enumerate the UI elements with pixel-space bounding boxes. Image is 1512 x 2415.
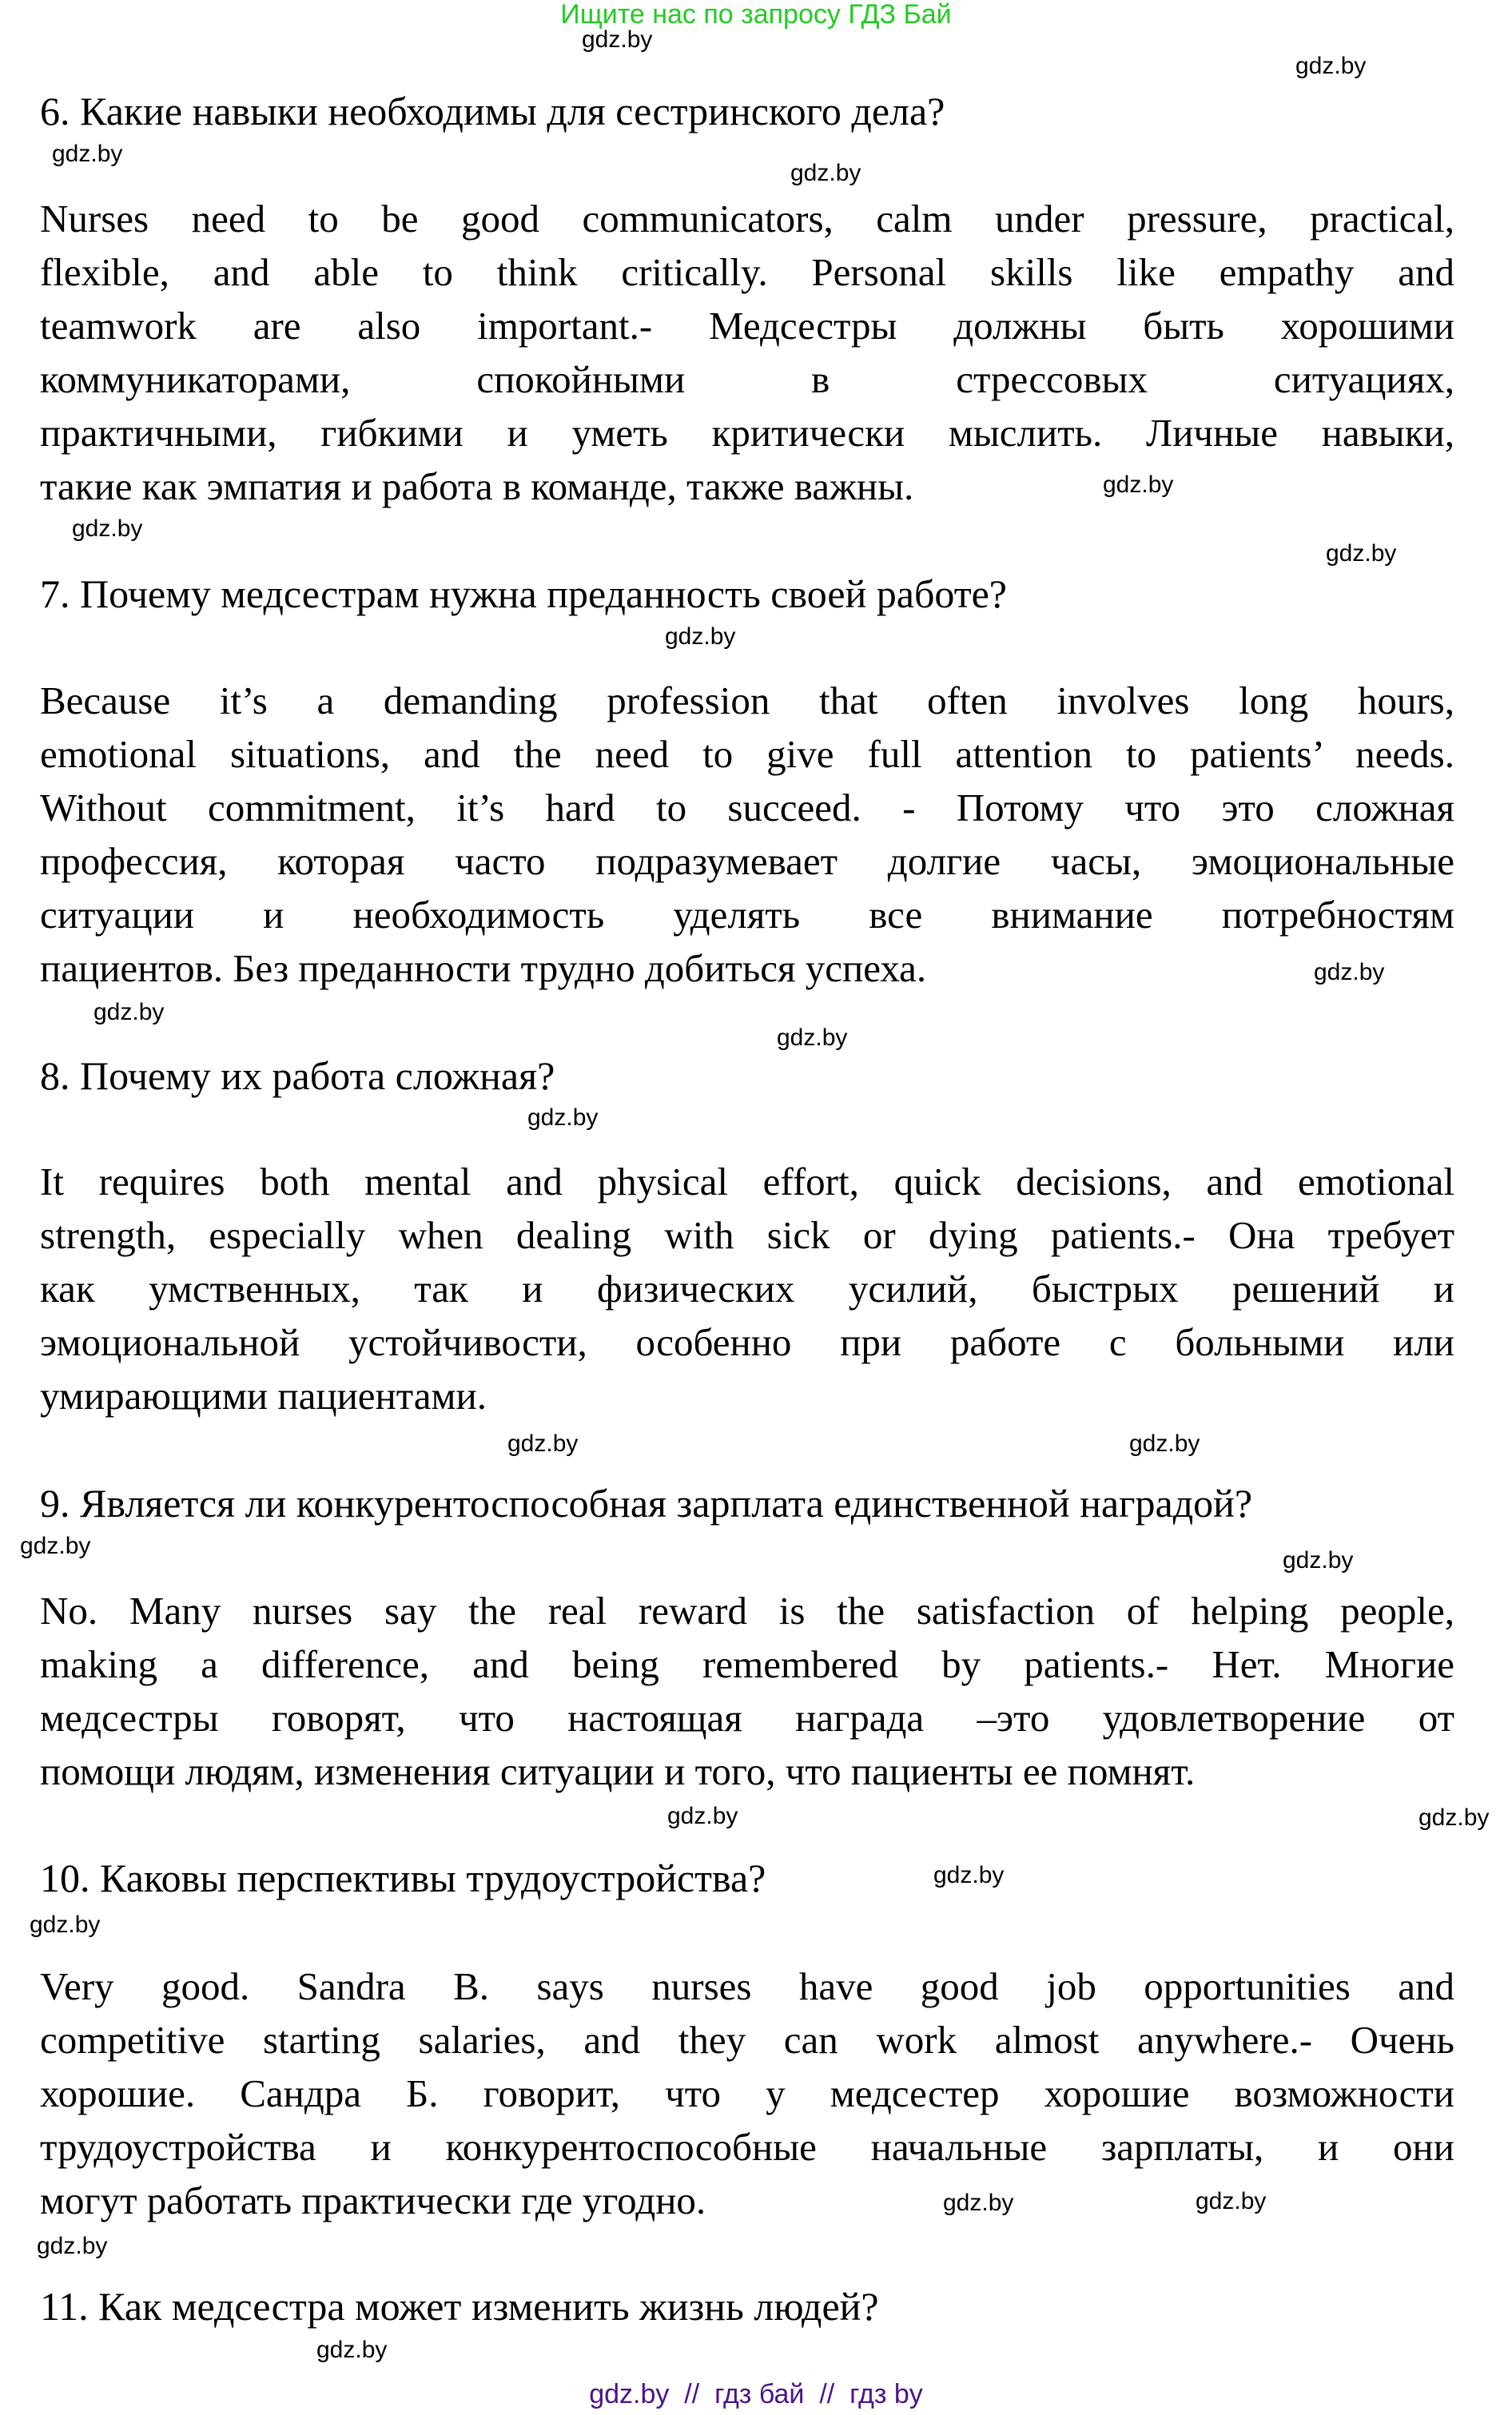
answer-line: медсестры говорят, что настоящая награда –это удовлетворение от: [40, 1696, 1454, 1740]
answer-6: [40, 192, 1454, 513]
answer-10: [40, 1959, 1454, 2227]
answer-line: коммуникаторами, спокойными в стрессовых ситуациях,: [40, 357, 1454, 401]
watermark: gdz.by: [933, 1862, 1005, 1888]
search-hint-banner: Ищите нас по запросу ГДЗ Бай: [560, 0, 952, 30]
watermark: gdz.by: [1418, 1804, 1490, 1831]
watermark: gdz.by: [790, 160, 861, 186]
watermark: gdz.by: [1129, 1430, 1200, 1457]
watermark: gdz.by: [37, 2233, 108, 2259]
answer-line: strength, especially when dealing with sick or dying patients.- Она требует: [40, 1213, 1454, 1257]
answer-line: трудоустройства и конкурентоспособные начальные зарплаты, и они: [40, 2125, 1454, 2169]
watermark: gdz.by: [20, 1533, 91, 1559]
answer-8: [40, 1155, 1454, 1422]
question-9: 9. Является ли конкурентоспособная зарплата единственной наградой?: [40, 1481, 1253, 1526]
answer-line: Because it’s a demanding profession that often involves long hours,: [40, 678, 1454, 722]
watermark: gdz.by: [1103, 471, 1174, 498]
watermark: gdz.by: [1326, 540, 1397, 567]
footer-links[interactable]: gdz.by // гдз бай // гдз by: [589, 2379, 923, 2409]
watermark: gdz.by: [1283, 1547, 1354, 1574]
answer-7: [40, 674, 1454, 995]
answer-line: making a difference, and being remembered by patients.- Нет. Многие: [40, 1642, 1454, 1686]
watermark: gdz.by: [1295, 53, 1367, 79]
answer-line: умирающими пациентами.: [40, 1374, 487, 1418]
watermark: gdz.by: [316, 2337, 388, 2363]
question-10: 10. Каковы перспективы трудоустройства?: [40, 1856, 766, 1900]
answer-line: Without commitment, it’s hard to succeed. - Потому что это сложная: [40, 786, 1454, 830]
watermark: gdz.by: [582, 26, 653, 53]
answer-line: teamwork are also important.- Медсестры должны быть хорошими: [40, 304, 1454, 348]
answer-line: Very good. Sandra B. says nurses have good job opportunities and: [40, 1964, 1454, 2008]
watermark: gdz.by: [667, 1803, 738, 1829]
answer-line: competitive starting salaries, and they can work almost anywhere.- Очень: [40, 2018, 1454, 2062]
watermark: gdz.by: [665, 623, 736, 650]
watermark: gdz.by: [52, 141, 123, 167]
answer-line: Nurses need to be good communicators, calm under pressure, practical,: [40, 197, 1454, 241]
watermark: gdz.by: [30, 1912, 101, 1938]
watermark: gdz.by: [507, 1430, 579, 1457]
watermark: gdz.by: [943, 2190, 1014, 2216]
answer-line: No. Many nurses say the real reward is the satisfaction of helping people,: [40, 1589, 1454, 1633]
answer-line: профессия, которая часто подразумевает долгие часы, эмоциональные: [40, 839, 1454, 883]
answer-line: практичными, гибкими и уметь критически мыслить. Личные навыки,: [40, 411, 1454, 455]
watermark: gdz.by: [777, 1024, 848, 1051]
answer-line: ситуации и необходимость уделять все внимание потребностям: [40, 893, 1454, 937]
question-8: 8. Почему их работа сложная?: [40, 1053, 555, 1098]
answer-line: как умственных, так и физических усилий, быстрых решений и: [40, 1267, 1454, 1311]
answer-line: могут работать практически где угодно.: [40, 2178, 706, 2222]
watermark: gdz.by: [527, 1104, 599, 1131]
question-7: 7. Почему медсестрам нужна преданность своей работе?: [40, 571, 1007, 616]
watermark: gdz.by: [72, 515, 143, 542]
answer-line: такие как эмпатия и работа в команде, также важны.: [40, 464, 914, 508]
question-11: 11. Как медсестра может изменить жизнь людей?: [40, 2284, 879, 2329]
answer-line: помощи людям, изменения ситуации и того, что пациенты ее помнят.: [40, 1749, 1196, 1793]
answer-line: flexible, and able to think critically. Personal skills like empathy and: [40, 250, 1454, 294]
watermark: gdz.by: [1196, 2188, 1267, 2214]
question-6: 6. Какие навыки необходимы для сестринского дела?: [40, 89, 945, 133]
watermark: gdz.by: [94, 999, 165, 1025]
answer-line: It requires both mental and physical effort, quick decisions, and emotional: [40, 1160, 1454, 1204]
answer-9: [40, 1584, 1454, 1798]
answer-line: пациентов. Без преданности трудно добиться успеха.: [40, 946, 927, 990]
answer-line: хорошие. Сандра Б. говорит, что у медсестер хорошие возможности: [40, 2071, 1454, 2115]
watermark: gdz.by: [1314, 959, 1385, 985]
answer-line: emotional situations, and the need to give full attention to patients’ needs.: [40, 732, 1454, 776]
answer-line: эмоциональной устойчивости, особенно при работе с больными или: [40, 1320, 1454, 1364]
